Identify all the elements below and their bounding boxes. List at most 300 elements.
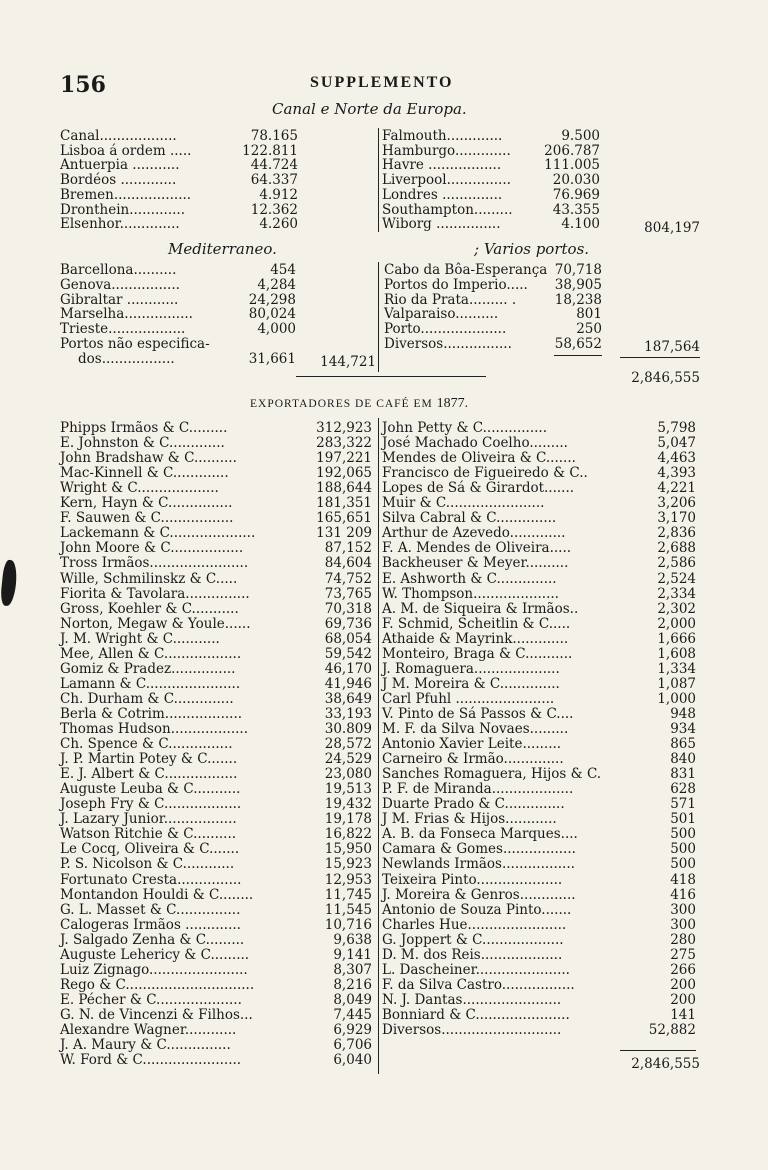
exportadores-year: 1877. xyxy=(436,396,469,411)
grand-total: 2,846,555 xyxy=(631,370,700,386)
mediterraneo-row xyxy=(60,292,296,308)
canal-right-row xyxy=(382,216,600,232)
mediterraneo-row xyxy=(60,262,296,278)
exportador-right-row-value: 416 xyxy=(670,886,696,903)
mediterraneo-title: Mediterraneo. xyxy=(168,240,277,258)
canal-right-row-value: 4.100 xyxy=(561,216,600,233)
exportador-right-row-value: 3,170 xyxy=(657,510,696,527)
mediterraneo-row xyxy=(60,277,296,293)
exportador-left-row xyxy=(60,721,372,737)
canal-left-row-value: 12.362 xyxy=(250,201,298,218)
exportador-left-row xyxy=(60,450,372,466)
exportador-right-row-name: A. B. da Fonseca Marques.... xyxy=(382,826,578,843)
exportador-left-row-value: 6,040 xyxy=(333,1052,372,1069)
exportador-left-row xyxy=(60,1052,372,1068)
canal-left-row-name: Canal.................. xyxy=(60,128,177,144)
exportador-left-row-name: Gomiz & Pradez............... xyxy=(60,660,236,677)
exportadores-column-divider xyxy=(378,418,379,1074)
exportador-right-row xyxy=(382,1007,696,1023)
exportador-left-row-value: 19,178 xyxy=(324,811,372,828)
exportador-right-row xyxy=(382,992,696,1008)
exportador-left-row-name: Montandon Houldi & C........ xyxy=(60,886,254,903)
exportador-left-row-name: E. Johnston & C............. xyxy=(60,435,225,452)
exportador-right-row-value: 2,334 xyxy=(657,585,696,602)
canal-right-row-value: 43.355 xyxy=(552,201,600,218)
exportador-right-row-name: Lopes de Sá & Girardot....... xyxy=(382,480,575,497)
exportador-right-row-name: M. F. da Silva Novaes......... xyxy=(382,721,569,737)
exportador-right-row-name: Carl Pfuhl ....................... xyxy=(382,690,555,707)
exportador-left-row-value: 7,445 xyxy=(333,1006,372,1023)
exportador-left-row-value: 12,953 xyxy=(324,871,372,888)
exportador-right-row-value: 4,221 xyxy=(657,480,696,497)
exportador-right-row xyxy=(382,691,696,707)
exportador-left-row-name: Ch. Durham & C.............. xyxy=(60,690,234,707)
exportador-left-row-value: 16,822 xyxy=(324,826,372,843)
mediterraneo-row-value: 4,000 xyxy=(257,321,296,338)
exportador-left-row-name: J. A. Maury & C............... xyxy=(60,1037,231,1054)
exportador-right-row-value: 831 xyxy=(670,766,696,783)
varios-portos-row xyxy=(384,277,602,293)
canal-left-row-value: 78.165 xyxy=(250,128,298,144)
exportador-right-row xyxy=(382,826,696,842)
varios-portos-row xyxy=(384,262,602,278)
varios-portos-title-text: Varios portos. xyxy=(483,240,590,258)
exportador-left-row-value: 6,929 xyxy=(333,1022,372,1038)
exportador-left-row-name: Alexandre Wagner............ xyxy=(60,1022,237,1038)
exportador-left-row xyxy=(60,796,372,812)
exportador-right-row-name: Francisco de Figueiredo & C.. xyxy=(382,465,588,482)
varios-portos-row xyxy=(384,306,602,322)
exportador-left-row xyxy=(60,962,372,978)
exportador-left-row-name: Luiz Zignago....................... xyxy=(60,961,248,978)
exportador-right-row-name: Mendes de Oliveira & C....... xyxy=(382,450,576,467)
exportador-right-row xyxy=(382,450,696,466)
canal-left-row-name: Elsenhor.............. xyxy=(60,216,180,233)
varios-portos-total: 187,564 xyxy=(644,339,700,355)
exportador-left-row-value: 73,765 xyxy=(324,585,372,602)
exportador-left-row xyxy=(60,736,372,752)
exportador-left-row-name: Phipps Irmãos & C......... xyxy=(60,420,228,436)
exportador-right-row xyxy=(382,947,696,963)
exportador-left-row-value: 10,716 xyxy=(324,916,372,933)
mediterraneo-row xyxy=(60,306,296,322)
exportador-left-row-value: 11,545 xyxy=(324,901,372,918)
exportador-right-row-value: 5,798 xyxy=(657,420,696,436)
exportador-right-row-value: 501 xyxy=(670,811,696,828)
exportador-left-row-value: 30.809 xyxy=(324,721,372,737)
exportador-right-row-name: V. Pinto de Sá Passos & C.... xyxy=(382,705,574,722)
exportador-left-row xyxy=(60,555,372,571)
exportador-right-row xyxy=(382,841,696,857)
exportador-right-row-name: Duarte Prado & C.............. xyxy=(382,796,565,813)
canal-left-row-name: Bremen.................. xyxy=(60,186,192,203)
canal-left-row xyxy=(60,216,298,232)
exportador-left-row xyxy=(60,917,372,933)
exportador-right-row xyxy=(382,902,696,918)
varios-portos-row-value: 70,718 xyxy=(554,262,602,278)
exportador-left-row-name: Lackemann & C.................... xyxy=(60,525,256,542)
mediterraneo-row-name: Portos não especifica- xyxy=(60,336,210,352)
exportador-left-row-name: Mac-Kinnell & C............. xyxy=(60,465,229,482)
exportador-left-row-value: 283,322 xyxy=(316,435,372,452)
exportador-left-row-name: Berla & Cotrim.................. xyxy=(60,705,243,722)
exportador-right-row xyxy=(382,721,696,737)
exportador-right-row xyxy=(382,435,696,451)
exportador-right-row-name: G. Joppert & C................... xyxy=(382,931,564,948)
exportador-right-row-name: John Petty & C............... xyxy=(382,420,547,436)
canal-right-row-value: 111.005 xyxy=(544,157,600,174)
exportador-right-row xyxy=(382,676,696,692)
exportador-left-row-name: E. J. Albert & C................. xyxy=(60,766,238,783)
canal-left-row-value: 64.337 xyxy=(250,172,298,189)
exportador-right-row-name: Muir & C....................... xyxy=(382,495,545,512)
exportador-left-row xyxy=(60,661,372,677)
mediterraneo-row xyxy=(60,336,296,352)
exportador-right-row-value: 1,666 xyxy=(657,630,696,647)
exportador-right-row-value: 500 xyxy=(670,826,696,843)
mediterraneo-row-value: 454 xyxy=(270,262,296,278)
exportador-right-row-value: 52,882 xyxy=(648,1022,696,1038)
canal-left-row-value: 4.912 xyxy=(259,186,298,203)
exportadores-title-text: EXPORTADORES DE CAFÉ EM xyxy=(250,398,433,410)
grand-total-rule xyxy=(620,357,700,358)
exportador-left-row xyxy=(60,571,372,587)
exportador-right-row-name: P. F. de Miranda................... xyxy=(382,781,574,798)
canal-right-row-value: 76.969 xyxy=(552,186,600,203)
exportador-right-row-name: Antonio de Souza Pinto....... xyxy=(382,901,572,918)
varios-portos-row-name: Rio da Prata......... . xyxy=(384,291,517,308)
exportador-right-row-name: Backheuser & Meyer.......... xyxy=(382,555,569,572)
exportadores-title xyxy=(250,396,468,412)
exportador-left-row-value: 28,572 xyxy=(324,736,372,753)
exportador-right-row-name: Bonniard & C...................... xyxy=(382,1006,570,1023)
exportador-right-row-name: J M. Frias & Hijos............ xyxy=(382,811,557,828)
exportador-left-row-name: Thomas Hudson.................. xyxy=(60,721,248,737)
varios-portos-row xyxy=(384,336,602,352)
exportador-left-row-value: 19,513 xyxy=(324,781,372,798)
varios-portos-row-value: 801 xyxy=(576,306,602,323)
mediterraneo-row-value: 24,298 xyxy=(248,291,296,308)
exportador-right-row-value: 5,047 xyxy=(657,435,696,452)
varios-portos-title xyxy=(474,240,589,258)
varios-portos-row-name: Porto.................... xyxy=(384,321,507,338)
exportador-left-row-value: 181,351 xyxy=(316,495,372,512)
mediterraneo-row xyxy=(60,321,296,337)
exportador-right-row-value: 2,688 xyxy=(657,540,696,557)
canal-left-row-name: Lisboa á ordem ..... xyxy=(60,142,192,159)
exportador-right-row-value: 141 xyxy=(670,1006,696,1023)
exportador-right-row-value: 500 xyxy=(670,841,696,858)
exportador-right-row xyxy=(382,571,696,587)
exportador-left-row xyxy=(60,480,372,496)
exportador-right-row-value: 300 xyxy=(670,901,696,918)
exportador-left-row xyxy=(60,631,372,647)
exportador-right-row xyxy=(382,586,696,602)
exportador-left-row-value: 46,170 xyxy=(324,660,372,677)
varios-portos-row-name: Diversos................ xyxy=(384,336,512,352)
exportador-left-row-name: Le Cocq, Oliveira & C....... xyxy=(60,841,240,858)
exportador-left-row xyxy=(60,887,372,903)
exportador-right-row xyxy=(382,525,696,541)
exportador-right-row-name: Monteiro, Braga & C........... xyxy=(382,645,573,662)
exportador-right-row-value: 934 xyxy=(670,721,696,737)
exportador-right-row-value: 200 xyxy=(670,991,696,1008)
canal-left-row-value: 44.724 xyxy=(250,157,298,174)
exportador-left-row-name: Auguste Leuba & C........... xyxy=(60,781,241,798)
exportador-right-row-value: 1,000 xyxy=(657,690,696,707)
exportador-left-row-value: 9,141 xyxy=(333,946,372,963)
exportador-right-row xyxy=(382,887,696,903)
exportador-left-row xyxy=(60,510,372,526)
exportador-left-row xyxy=(60,1037,372,1053)
canal-left-row-name: Dronthein............. xyxy=(60,201,186,218)
exportador-right-row-name: Camara & Gomes................. xyxy=(382,841,576,858)
exportador-left-row-value: 8,307 xyxy=(333,961,372,978)
exportador-left-row-value: 312,923 xyxy=(316,420,372,436)
canal-left-row-name: Bordéos ............. xyxy=(60,172,177,189)
canal-right-row xyxy=(382,187,600,203)
canal-right-row xyxy=(382,128,600,144)
exportador-right-row xyxy=(382,510,696,526)
exportador-right-row xyxy=(382,631,696,647)
exportador-right-row-value: 200 xyxy=(670,976,696,993)
exportador-left-row-value: 197,221 xyxy=(316,450,372,467)
exportador-right-row-value: 1,608 xyxy=(657,645,696,662)
exportador-left-row xyxy=(60,947,372,963)
exportador-right-row xyxy=(382,872,696,888)
canal-right-row-name: Wiborg ............... xyxy=(382,216,501,233)
exportador-left-row-name: Joseph Fry & C.................. xyxy=(60,796,242,813)
canal-left-row xyxy=(60,128,298,144)
exportador-right-row-value: 500 xyxy=(670,856,696,873)
exportador-left-row-name: Gross, Koehler & C........... xyxy=(60,600,239,617)
mediterraneo-row-name: Barcellona.......... xyxy=(60,262,177,278)
canal-left-row xyxy=(60,172,298,188)
exportador-left-row xyxy=(60,932,372,948)
exportador-right-row xyxy=(382,751,696,767)
semicolon-mark: ; xyxy=(474,240,480,258)
exportador-left-row xyxy=(60,706,372,722)
exportador-right-row-name: J M. Moreira & C.............. xyxy=(382,675,560,692)
exportador-left-row xyxy=(60,766,372,782)
exportador-right-row-value: 3,206 xyxy=(657,495,696,512)
exportador-left-row xyxy=(60,872,372,888)
exportador-right-row-name: F. A. Mendes de Oliveira..... xyxy=(382,540,572,557)
exportador-left-row xyxy=(60,495,372,511)
exportador-right-row xyxy=(382,601,696,617)
exportador-right-row xyxy=(382,495,696,511)
canal-right-row-name: Falmouth............. xyxy=(382,128,503,144)
exportador-left-row-name: Norton, Megaw & Youle...... xyxy=(60,615,251,632)
exportador-left-row xyxy=(60,435,372,451)
exportador-right-row-value: 2,524 xyxy=(657,570,696,587)
page-header xyxy=(60,72,700,96)
varios-rule xyxy=(554,355,602,356)
exportador-left-row xyxy=(60,1007,372,1023)
exportador-right-row-name: J. Romaguera.................... xyxy=(382,660,560,677)
canal-left-row-value: 122.811 xyxy=(242,142,298,159)
mid-column-divider xyxy=(378,262,379,372)
exportador-left-row xyxy=(60,826,372,842)
exportador-left-row-name: J. Lazary Junior................. xyxy=(60,811,237,828)
exportador-left-row-value: 8,049 xyxy=(333,991,372,1008)
exportador-left-row-value: 8,216 xyxy=(333,976,372,993)
exportador-left-row xyxy=(60,601,372,617)
exportador-left-row-name: Calogeras Irmãos ............. xyxy=(60,916,241,933)
exportador-right-row-name: Teixeira Pinto.................... xyxy=(382,871,563,888)
exportador-left-row-value: 23,080 xyxy=(324,766,372,783)
exportador-right-row xyxy=(382,932,696,948)
exportador-left-row xyxy=(60,465,372,481)
exportador-right-row xyxy=(382,962,696,978)
canal-right-row-name: Havre ................. xyxy=(382,157,502,174)
exportador-left-row-name: Wille, Schmilinskz & C..... xyxy=(60,570,238,587)
exportadores-total: 2,846,555 xyxy=(631,1056,700,1072)
canal-right-row xyxy=(382,172,600,188)
canal-norte-total: 804,197 xyxy=(644,220,700,236)
exportador-right-row xyxy=(382,465,696,481)
exportador-left-row-name: Watson Ritchie & C.......... xyxy=(60,826,237,843)
page-number: 156 xyxy=(60,72,106,98)
canal-left-row-value: 4.260 xyxy=(259,216,298,233)
exportador-left-row xyxy=(60,856,372,872)
canal-left-row xyxy=(60,157,298,173)
exportador-left-row-name: F. Sauwen & C................. xyxy=(60,510,234,527)
exportador-left-row xyxy=(60,540,372,556)
exportador-right-row-value: 266 xyxy=(670,961,696,978)
exportador-left-row-value: 9,638 xyxy=(333,931,372,948)
canal-right-row xyxy=(382,143,600,159)
exportador-right-row-value: 275 xyxy=(670,946,696,963)
exportador-right-row xyxy=(382,646,696,662)
exportador-right-row-name: Silva Cabral & C.............. xyxy=(382,510,557,527)
exportador-right-row xyxy=(382,781,696,797)
exportador-left-row xyxy=(60,751,372,767)
exportador-right-row xyxy=(382,811,696,827)
exportador-right-row-value: 2,836 xyxy=(657,525,696,542)
varios-portos-row-value: 38,905 xyxy=(554,276,602,293)
exportador-right-row-value: 628 xyxy=(670,781,696,798)
exportador-left-row-value: 69,736 xyxy=(324,615,372,632)
exportador-left-row-name: E. Pécher & C.................... xyxy=(60,991,242,1008)
exportador-left-row-value: 87,152 xyxy=(324,540,372,557)
exportador-left-row-value: 11,745 xyxy=(324,886,372,903)
exportador-right-row xyxy=(382,661,696,677)
exportador-left-row-value: 84,604 xyxy=(324,555,372,572)
varios-portos-row-name: Cabo da Bôa-Esperança xyxy=(384,262,548,278)
mediterraneo-row-value: 80,024 xyxy=(248,306,296,323)
varios-portos-row-name: Valparaiso.......... xyxy=(384,306,499,323)
exportador-left-row-value: 188,644 xyxy=(316,480,372,497)
exportador-right-row xyxy=(382,856,696,872)
exportador-left-row xyxy=(60,841,372,857)
exportador-left-row xyxy=(60,525,372,541)
exportador-right-row-name: E. Ashworth & C.............. xyxy=(382,570,557,587)
mediterraneo-row-name: Trieste.................. xyxy=(60,321,186,338)
exportadores-total-rule xyxy=(620,1050,696,1051)
canal-column-divider xyxy=(378,128,379,232)
exportador-left-row-value: 59,542 xyxy=(324,645,372,662)
canal-right-row-value: 206.787 xyxy=(544,142,600,159)
varios-portos-row-value: 18,238 xyxy=(554,291,602,308)
exportador-left-row-value: 6,706 xyxy=(333,1037,372,1054)
exportador-right-row-name: J. Moreira & Genros............. xyxy=(382,886,576,903)
canal-right-row-value: 9.500 xyxy=(561,128,600,144)
exportador-right-row-value: 280 xyxy=(670,931,696,948)
exportador-left-row xyxy=(60,977,372,993)
exportador-left-row-value: 70,318 xyxy=(324,600,372,617)
exportador-right-row-value: 948 xyxy=(670,705,696,722)
exportador-right-row-value: 2,000 xyxy=(657,615,696,632)
exportador-right-row-value: 1,334 xyxy=(657,660,696,677)
section-divider-rule xyxy=(296,376,486,377)
exportador-right-row-name: Antonio Xavier Leite......... xyxy=(382,736,562,753)
mediterraneo-total: 144,721 xyxy=(320,354,376,370)
varios-portos-row xyxy=(384,321,602,337)
exportador-right-row xyxy=(382,977,696,993)
exportador-right-row-name: F. Schmid, Scheitlin & C..... xyxy=(382,615,571,632)
canal-right-row xyxy=(382,202,600,218)
exportador-left-row-value: 192,065 xyxy=(316,465,372,482)
canal-right-row-value: 20.030 xyxy=(552,172,600,189)
exportador-right-row-value: 2,586 xyxy=(657,555,696,572)
exportador-left-row xyxy=(60,691,372,707)
exportador-right-row-name: L. Dascheiner...................... xyxy=(382,961,570,978)
exportador-right-row-name: Sanches Romaguera, Hijos & C. xyxy=(382,766,602,783)
exportador-right-row-value: 4,463 xyxy=(657,450,696,467)
exportador-left-row-name: Kern, Hayn & C............... xyxy=(60,495,233,512)
exportador-left-row-name: John Moore & C................. xyxy=(60,540,244,557)
varios-portos-row xyxy=(384,292,602,308)
exportador-right-row xyxy=(382,420,696,436)
varios-portos-row-name: Portos do Imperio..... xyxy=(384,276,528,293)
exportador-right-row-value: 300 xyxy=(670,916,696,933)
exportador-left-row-value: 38,649 xyxy=(324,690,372,707)
exportador-left-row-name: Fortunato Cresta............... xyxy=(60,871,242,888)
exportador-left-row-name: Auguste Lehericy & C......... xyxy=(60,946,250,963)
canal-left-row xyxy=(60,202,298,218)
exportador-right-row xyxy=(382,917,696,933)
canal-right-row-name: Londres .............. xyxy=(382,186,503,203)
exportador-right-row xyxy=(382,555,696,571)
exportador-left-row-value: 15,923 xyxy=(324,856,372,873)
exportador-left-row-name: Mee, Allen & C.................. xyxy=(60,645,242,662)
exportador-left-row-value: 68,054 xyxy=(324,630,372,647)
mediterraneo-row xyxy=(60,351,296,367)
exportador-left-row-value: 165,651 xyxy=(316,510,372,527)
mediterraneo-row-name: dos................. xyxy=(78,350,175,367)
exportador-right-row xyxy=(382,796,696,812)
exportador-left-row-name: G. N. de Vincenzi & Filhos... xyxy=(60,1006,253,1023)
exportador-right-row-value: 1,087 xyxy=(657,675,696,692)
exportador-right-row-value: 840 xyxy=(670,751,696,768)
canal-right-row-name: Hamburgo............. xyxy=(382,142,511,159)
canal-left-row xyxy=(60,187,298,203)
exportador-left-row xyxy=(60,1022,372,1038)
exportador-right-row xyxy=(382,706,696,722)
running-head: SUPPLEMENTO xyxy=(310,74,454,91)
exportador-left-row xyxy=(60,992,372,1008)
mediterraneo-row-name: Gibraltar ............ xyxy=(60,291,179,308)
exportador-left-row-name: J. Salgado Zenha & C......... xyxy=(60,931,245,948)
canal-right-row-name: Southampton......... xyxy=(382,201,513,218)
exportador-left-row-name: G. L. Masset & C............... xyxy=(60,901,241,918)
exportador-left-row-name: Ch. Spence & C............... xyxy=(60,736,233,753)
exportador-left-row xyxy=(60,616,372,632)
exportador-right-row xyxy=(382,540,696,556)
exportador-left-row-name: J. P. Martin Potey & C....... xyxy=(60,751,238,768)
exportador-right-row-value: 865 xyxy=(670,736,696,753)
